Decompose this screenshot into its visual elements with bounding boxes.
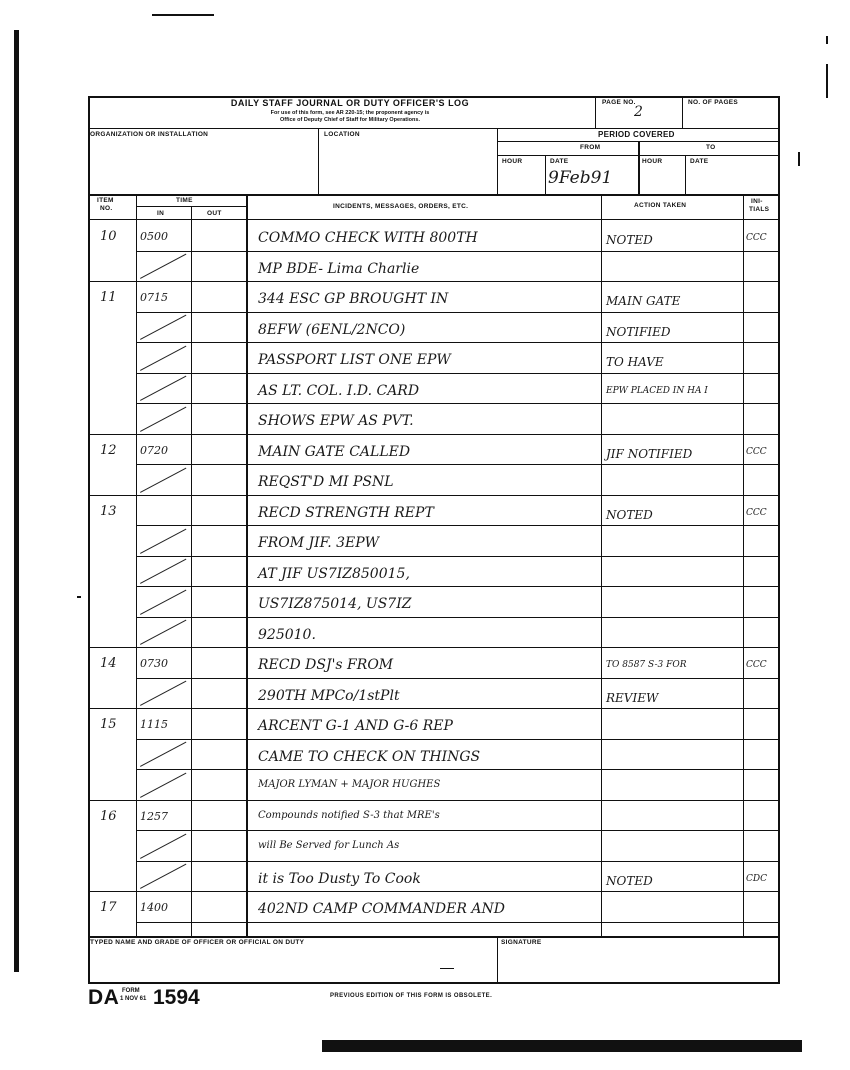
item-rule [88, 434, 136, 435]
entry-time-in: 1115 [140, 718, 168, 731]
initials-label-2: TIALS [749, 206, 770, 213]
entry-time-in: 0720 [140, 443, 168, 457]
entry-action-taken: NOTED [606, 507, 653, 522]
incidents-label: INCIDENTS, MESSAGES, ORDERS, ETC. [333, 203, 469, 210]
item-rule [88, 647, 136, 648]
row-rule [136, 678, 780, 679]
out-label: OUT [207, 210, 222, 217]
period-label: PERIOD COVERED [598, 130, 675, 139]
scan-mark-left [77, 596, 81, 598]
entry-incident-text: ARCENT G-1 AND G-6 REP [258, 718, 453, 734]
divider [685, 155, 686, 194]
entry-initials: CCC [746, 507, 767, 518]
no-of-pages-label: NO. OF PAGES [688, 99, 739, 106]
entry-action-taken: NOTED [606, 233, 653, 247]
divider [682, 96, 683, 128]
entry-time-in: 1400 [140, 901, 168, 914]
from-date-value[interactable]: 9Feb91 [548, 168, 613, 188]
form-title: DAILY STAFF JOURNAL OR DUTY OFFICER'S LOG [230, 98, 470, 108]
entry-incident-text: AS LT. COL. I.D. CARD [258, 382, 420, 399]
org-label: ORGANIZATION OR INSTALLATION [90, 131, 209, 138]
entry-incident-text: 290TH MPCo/1stPlt [258, 687, 400, 704]
divider [88, 194, 780, 196]
entry-action-taken: NOTED [606, 873, 653, 888]
edition-note: PREVIOUS EDITION OF THIS FORM IS OBSOLETE. [330, 993, 493, 999]
row-rule [136, 922, 780, 923]
to-date-label: DATE [690, 158, 709, 165]
row-rule [136, 769, 780, 770]
row-rule [136, 891, 780, 892]
row-rule [136, 251, 780, 252]
entry-incident-text: US7IZ875014, US7IZ [258, 596, 412, 612]
row-rule [136, 861, 780, 862]
entry-item-number: 17 [100, 900, 117, 915]
to-hour-label: HOUR [642, 158, 663, 165]
row-rule [136, 495, 780, 496]
entry-item-number: 12 [100, 442, 117, 458]
signature-label: SIGNATURE [501, 939, 542, 946]
row-rule [136, 434, 780, 435]
entry-incident-text: 344 ESC GP BROUGHT IN [258, 291, 449, 307]
item-rule [88, 495, 136, 496]
entry-action-taken: TO HAVE [606, 355, 664, 369]
entry-incident-text: SHOWS EPW AS PVT. [258, 413, 414, 429]
entry-item-number: 16 [100, 808, 117, 824]
entry-item-number: 10 [100, 229, 117, 244]
divider [191, 206, 192, 936]
divider [601, 194, 602, 936]
divider [88, 128, 780, 129]
form-subtitle-2: Office of Deputy Chief of Staff for Military Operations. [280, 117, 420, 123]
item-label: ITEM [97, 197, 114, 204]
item-rule [88, 708, 136, 709]
row-rule [136, 586, 780, 587]
divider [88, 936, 780, 938]
entry-incident-text: 925010. [258, 626, 316, 643]
item-rule [88, 281, 136, 282]
entry-initials: CCC [746, 660, 767, 670]
entry-incident-text: MAJOR LYMAN + MAJOR HUGHES [258, 779, 441, 790]
form-id: 1594 [153, 986, 200, 1009]
row-rule [136, 708, 780, 709]
divider [545, 155, 546, 194]
row-rule [136, 464, 780, 465]
row-rule [136, 281, 780, 282]
entry-action-taken: JIF NOTIFIED [606, 446, 693, 461]
divider [638, 141, 640, 194]
row-rule [136, 617, 780, 618]
row-rule [136, 556, 780, 557]
entry-incident-text: CAME TO CHECK ON THINGS [258, 748, 481, 765]
action-label: ACTION TAKEN [634, 202, 687, 209]
divider [497, 128, 498, 194]
entry-initials: CCC [746, 233, 767, 243]
scan-mark-top [152, 14, 214, 16]
scan-edge-left [14, 30, 19, 972]
scan-edge-bottom [322, 1040, 802, 1052]
form-subtitle-1: For use of this form, see AR 220-15; the proponent agency is [270, 110, 430, 116]
entry-item-number: 14 [100, 656, 117, 671]
from-label: FROM [580, 144, 601, 151]
entry-incident-text: 8EFW (6ENL/2NCO) [258, 321, 406, 338]
time-label: TIME [176, 197, 193, 204]
entry-action-taken: REVIEW [606, 690, 659, 705]
initials-label: INI- [751, 198, 763, 205]
form-small-label: FORM [122, 988, 140, 994]
scan-mark-right-2 [826, 64, 828, 98]
form-date-label: 1 NOV 61 [120, 996, 147, 1002]
row-rule [136, 830, 780, 831]
officer-label: TYPED NAME AND GRADE OF OFFICER OR OFFICIAL ON DUTY [90, 939, 305, 946]
entry-incident-text: PASSPORT LIST ONE EPW [258, 352, 451, 368]
entry-item-number: 15 [100, 717, 117, 732]
item-label-2: NO. [100, 205, 113, 212]
entry-incident-text: MP BDE- Lima Charlie [258, 260, 420, 277]
row-rule [136, 373, 780, 374]
row-rule [136, 647, 780, 648]
divider [246, 194, 248, 936]
divider [440, 968, 454, 969]
entry-item-number: 11 [100, 290, 117, 305]
entry-time-in: 1257 [140, 809, 168, 823]
row-rule [136, 342, 780, 343]
divider [318, 128, 319, 194]
scan-mark-right [826, 36, 828, 44]
divider [497, 936, 498, 984]
item-rule [88, 800, 136, 801]
divider [743, 194, 744, 936]
form-number: DA [88, 986, 120, 1009]
row-rule [136, 403, 780, 404]
entry-initials: CDC [746, 873, 767, 884]
entry-time-in: 0730 [140, 657, 168, 670]
entry-incident-text: will Be Served for Lunch As [258, 840, 400, 851]
entry-incident-text: Compounds notified S-3 that MRE's [258, 809, 440, 821]
entry-time-in: 0715 [140, 291, 168, 304]
row-rule [136, 739, 780, 740]
entry-incident-text: it is Too Dusty To Cook [258, 870, 421, 887]
to-label: TO [706, 144, 716, 151]
entry-incident-text: MAIN GATE CALLED [258, 443, 411, 460]
row-rule [136, 800, 780, 801]
in-label: IN [157, 210, 165, 217]
page-no-value[interactable]: 2 [634, 104, 643, 120]
entry-incident-text: 402ND CAMP COMMANDER AND [258, 901, 505, 917]
scan-mark-right-3 [798, 152, 800, 166]
from-date-label: DATE [550, 158, 569, 165]
page-no-label: PAGE NO. [602, 99, 636, 106]
divider [595, 96, 596, 128]
entry-time-in: 0500 [140, 230, 168, 243]
entry-initials: CCC [746, 446, 767, 457]
entry-action-taken: MAIN GATE [606, 294, 681, 308]
entry-incident-text: RECD STRENGTH REPT [258, 504, 434, 521]
entry-incident-text: REQST'D MI PSNL [258, 474, 394, 490]
row-rule [136, 525, 780, 526]
entry-incident-text: FROM JIF. 3EPW [258, 535, 380, 551]
entry-incident-text: AT JIF US7IZ850015, [258, 565, 410, 582]
entry-incident-text: RECD DSJ's FROM [258, 657, 394, 673]
entry-action-taken: NOTIFIED [606, 324, 671, 339]
location-label: LOCATION [324, 131, 360, 138]
divider [136, 194, 137, 936]
entry-action-taken: TO 8587 S-3 FOR [606, 660, 687, 670]
entry-incident-text: COMMO CHECK WITH 800TH [258, 230, 478, 246]
from-hour-label: HOUR [502, 158, 523, 165]
entry-action-taken: EPW PLACED IN HA I [606, 385, 708, 396]
row-rule [136, 312, 780, 313]
entry-item-number: 13 [100, 503, 117, 519]
item-rule [88, 891, 136, 892]
